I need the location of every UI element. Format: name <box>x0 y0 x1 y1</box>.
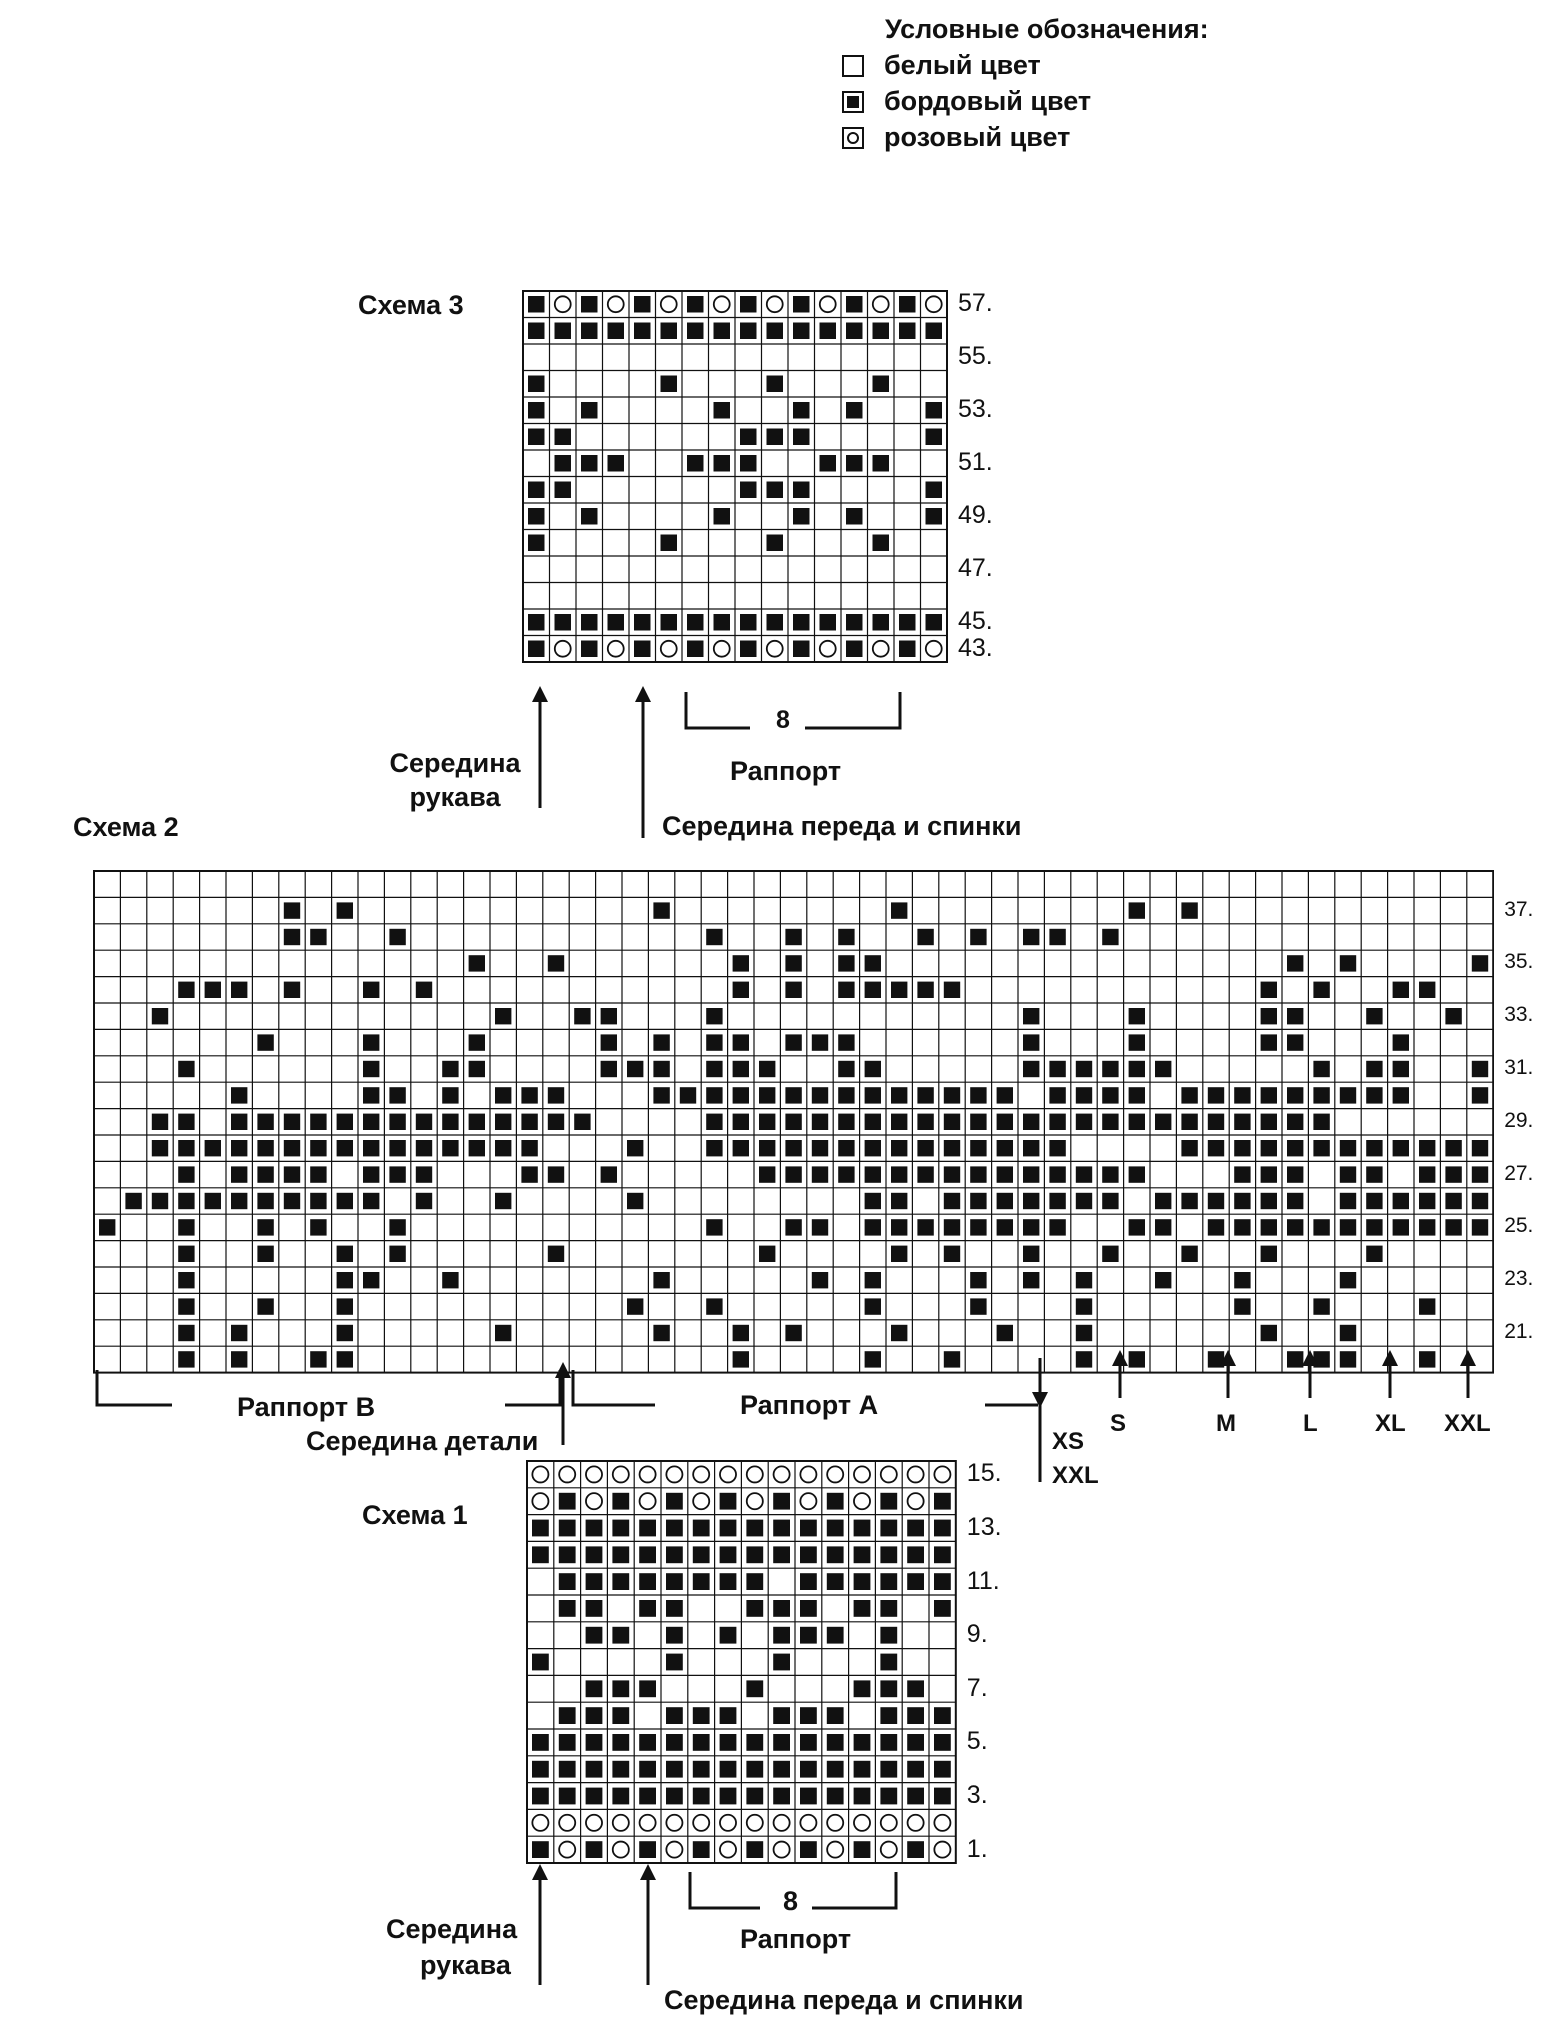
scheme1-burgundy-stitch <box>907 1546 924 1563</box>
scheme3-row-number: 49. <box>958 501 993 530</box>
legend-label-burgundy: бордовый цвет <box>884 86 1092 116</box>
scheme1-burgundy-stitch <box>746 1841 763 1858</box>
scheme1-burgundy-stitch <box>532 1734 549 1751</box>
scheme1-svg <box>526 1460 957 1864</box>
scheme1-burgundy-stitch <box>666 1627 683 1644</box>
scheme1-burgundy-stitch <box>559 1520 576 1537</box>
scheme1-burgundy-stitch <box>720 1520 737 1537</box>
scheme1-burgundy-stitch <box>559 1600 576 1617</box>
scheme1-burgundy-stitch <box>720 1546 737 1563</box>
scheme1-burgundy-stitch <box>773 1546 790 1563</box>
scheme1-burgundy-stitch <box>720 1761 737 1778</box>
scheme1-burgundy-stitch <box>827 1546 844 1563</box>
scheme1-burgundy-stitch <box>639 1573 656 1590</box>
scheme1-burgundy-stitch <box>907 1841 924 1858</box>
scheme1-burgundy-stitch <box>854 1788 871 1805</box>
scheme1-burgundy-stitch <box>800 1546 817 1563</box>
scheme1-burgundy-stitch <box>907 1734 924 1751</box>
scheme3-repeat-label: Раппорт <box>730 756 842 786</box>
scheme1-burgundy-stitch <box>773 1788 790 1805</box>
scheme2-row-number: 25. <box>1504 1214 1534 1238</box>
scheme3-row-number: 55. <box>958 342 993 371</box>
scheme1-burgundy-stitch <box>612 1707 629 1724</box>
scheme1-burgundy-stitch <box>746 1788 763 1805</box>
scheme1-burgundy-stitch <box>666 1761 683 1778</box>
scheme1-repeat-bracket-left <box>690 1872 760 1908</box>
scheme1-burgundy-stitch <box>693 1841 710 1858</box>
scheme3-front-back-center: Середина переда и спинки <box>662 811 1022 841</box>
scheme1-burgundy-stitch <box>559 1734 576 1751</box>
scheme1-burgundy-stitch <box>773 1493 790 1510</box>
scheme1-burgundy-stitch <box>854 1841 871 1858</box>
scheme1-burgundy-stitch <box>720 1627 737 1644</box>
scheme1-burgundy-stitch <box>907 1680 924 1697</box>
scheme1-burgundy-stitch <box>934 1546 951 1563</box>
scheme1-burgundy-stitch <box>746 1761 763 1778</box>
scheme1-grid <box>526 1459 1002 1864</box>
scheme1-burgundy-stitch <box>934 1707 951 1724</box>
scheme1-burgundy-stitch <box>880 1680 897 1697</box>
size-m: M <box>1216 1410 1236 1437</box>
scheme3-repeat-bracket-right <box>805 692 900 728</box>
scheme1-burgundy-stitch <box>800 1520 817 1537</box>
scheme1-burgundy-stitch <box>800 1600 817 1617</box>
scheme3-annotations <box>540 692 900 838</box>
size-xl: XL <box>1375 1410 1406 1437</box>
scheme1-burgundy-stitch <box>907 1573 924 1590</box>
arrow-head-icon <box>1112 1350 1128 1366</box>
scheme1-burgundy-stitch <box>586 1680 603 1697</box>
scheme1-burgundy-stitch <box>612 1734 629 1751</box>
scheme1-burgundy-stitch <box>934 1493 951 1510</box>
scheme1-burgundy-stitch <box>666 1573 683 1590</box>
arrow-head-icon <box>1220 1350 1236 1366</box>
scheme1-burgundy-stitch <box>854 1761 871 1778</box>
scheme3-row-number: 47. <box>958 554 993 583</box>
scheme1-row-number: 1. <box>966 1834 988 1863</box>
scheme1-burgundy-stitch <box>880 1707 897 1724</box>
scheme1-burgundy-stitch <box>639 1520 656 1537</box>
size-xxl-a: XXL <box>1052 1462 1099 1489</box>
scheme1-burgundy-stitch <box>800 1573 817 1590</box>
scheme1-front-back-center: Середина переда и спинки <box>664 1985 1024 2015</box>
scheme1-burgundy-stitch <box>773 1627 790 1644</box>
scheme1-burgundy-stitch <box>693 1761 710 1778</box>
scheme1-burgundy-stitch <box>880 1573 897 1590</box>
legend-label-pink: розовый цвет <box>884 122 1071 152</box>
scheme1-burgundy-stitch <box>693 1788 710 1805</box>
scheme2-row-number: 29. <box>1504 1108 1534 1132</box>
scheme1-burgundy-stitch <box>612 1493 629 1510</box>
scheme1-burgundy-stitch <box>746 1573 763 1590</box>
scheme3-repeat-count: 8 <box>776 706 790 734</box>
scheme1-burgundy-stitch <box>880 1654 897 1671</box>
scheme1-burgundy-stitch <box>693 1520 710 1537</box>
scheme1-burgundy-stitch <box>773 1734 790 1751</box>
scheme1-repeat-count: 8 <box>783 1886 799 1916</box>
scheme1-burgundy-stitch <box>586 1707 603 1724</box>
scheme1-burgundy-stitch <box>559 1761 576 1778</box>
scheme1-burgundy-stitch <box>666 1654 683 1671</box>
scheme1-burgundy-stitch <box>827 1520 844 1537</box>
scheme2-row-number: 37. <box>1504 897 1534 921</box>
scheme1-burgundy-stitch <box>907 1520 924 1537</box>
scheme3-row-number: 51. <box>958 448 993 477</box>
arrow-head-icon <box>1382 1350 1398 1366</box>
scheme1-burgundy-stitch <box>612 1546 629 1563</box>
scheme1-burgundy-stitch <box>934 1520 951 1537</box>
scheme1-burgundy-stitch <box>746 1734 763 1751</box>
scheme1-burgundy-stitch <box>854 1734 871 1751</box>
scheme1-burgundy-stitch <box>559 1788 576 1805</box>
scheme3-row-number: 43. <box>958 633 993 662</box>
scheme1-burgundy-stitch <box>880 1600 897 1617</box>
scheme2-row-number: 21. <box>1504 1320 1534 1343</box>
arrow-head-icon <box>532 1864 548 1880</box>
scheme1-burgundy-stitch <box>854 1573 871 1590</box>
scheme1-burgundy-stitch <box>720 1707 737 1724</box>
scheme1-burgundy-stitch <box>720 1493 737 1510</box>
scheme3-row-number: 45. <box>958 607 993 636</box>
scheme1-burgundy-stitch <box>773 1654 790 1671</box>
scheme1-burgundy-stitch <box>907 1707 924 1724</box>
scheme1-burgundy-stitch <box>934 1600 951 1617</box>
scheme1-burgundy-stitch <box>720 1573 737 1590</box>
scheme1-burgundy-stitch <box>773 1707 790 1724</box>
scheme1-burgundy-stitch <box>612 1761 629 1778</box>
scheme1-burgundy-stitch <box>827 1788 844 1805</box>
scheme2-row-number: 27. <box>1504 1161 1534 1185</box>
scheme1-title: Схема 1 <box>362 1500 468 1530</box>
scheme1-burgundy-stitch <box>800 1707 817 1724</box>
scheme1-burgundy-stitch <box>532 1520 549 1537</box>
scheme1-burgundy-stitch <box>639 1841 656 1858</box>
scheme1-burgundy-stitch <box>693 1707 710 1724</box>
arrow-head-icon <box>532 686 548 702</box>
scheme1-burgundy-stitch <box>693 1734 710 1751</box>
scheme1-burgundy-stitch <box>934 1573 951 1590</box>
scheme1-burgundy-stitch <box>639 1600 656 1617</box>
scheme1-burgundy-stitch <box>934 1761 951 1778</box>
scheme1-burgundy-stitch <box>532 1788 549 1805</box>
scheme1-burgundy-stitch <box>800 1788 817 1805</box>
size-l: L <box>1303 1410 1318 1437</box>
scheme1-burgundy-stitch <box>907 1761 924 1778</box>
scheme1-burgundy-stitch <box>666 1520 683 1537</box>
repeat-a-bracket-left <box>573 1370 655 1405</box>
scheme1-burgundy-stitch <box>934 1788 951 1805</box>
arrow-head-icon <box>1302 1350 1318 1366</box>
scheme1-row-number: 15. <box>966 1459 1002 1488</box>
scheme1-burgundy-stitch <box>586 1761 603 1778</box>
scheme1-burgundy-stitch <box>773 1761 790 1778</box>
scheme1-burgundy-stitch <box>880 1520 897 1537</box>
legend-label-white: белый цвет <box>884 50 1041 80</box>
scheme2-repeat-a: Раппорт A <box>740 1390 879 1420</box>
legend-title: Условные обозначения: <box>885 14 1209 44</box>
scheme1-burgundy-stitch <box>559 1573 576 1590</box>
scheme1-burgundy-stitch <box>827 1493 844 1510</box>
scheme1-burgundy-stitch <box>880 1627 897 1644</box>
scheme1-burgundy-stitch <box>639 1680 656 1697</box>
scheme1-burgundy-stitch <box>880 1734 897 1751</box>
scheme1-burgundy-stitch <box>666 1546 683 1563</box>
scheme1-burgundy-stitch <box>827 1734 844 1751</box>
scheme3-sleeve-center-text: Середина рукава <box>389 748 521 812</box>
scheme1-sleeve-center-line1: Середина <box>386 1914 518 1944</box>
scheme1-burgundy-stitch <box>586 1600 603 1617</box>
scheme3-repeat-bracket-left <box>686 692 750 728</box>
scheme3-row-number: 57. <box>958 289 993 318</box>
size-s: S <box>1110 1410 1127 1437</box>
scheme1-burgundy-stitch <box>773 1520 790 1537</box>
scheme1-burgundy-stitch <box>586 1573 603 1590</box>
scheme1-burgundy-stitch <box>586 1546 603 1563</box>
scheme1-burgundy-stitch <box>666 1707 683 1724</box>
scheme1-sleeve-center-line2: рукава <box>420 1950 511 1980</box>
scheme1-burgundy-stitch <box>854 1546 871 1563</box>
scheme1-burgundy-stitch <box>532 1654 549 1671</box>
scheme1-burgundy-stitch <box>639 1788 656 1805</box>
arrow-head-icon <box>555 1362 571 1378</box>
scheme1-burgundy-stitch <box>586 1627 603 1644</box>
arrow-head-icon <box>1460 1350 1476 1366</box>
scheme1-burgundy-stitch <box>559 1546 576 1563</box>
scheme1-burgundy-stitch <box>854 1520 871 1537</box>
scheme2-row-number: 35. <box>1504 950 1534 974</box>
scheme1-burgundy-stitch <box>586 1841 603 1858</box>
scheme1-burgundy-stitch <box>612 1573 629 1590</box>
scheme1-burgundy-stitch <box>827 1707 844 1724</box>
scheme1-burgundy-stitch <box>586 1520 603 1537</box>
scheme2-detail-center: Середина детали <box>306 1426 539 1456</box>
scheme2-title: Схема 2 <box>73 812 179 842</box>
scheme1-burgundy-stitch <box>639 1546 656 1563</box>
scheme1-burgundy-stitch <box>559 1707 576 1724</box>
scheme1-burgundy-stitch <box>639 1761 656 1778</box>
scheme1-burgundy-stitch <box>586 1734 603 1751</box>
scheme2-row-number: 31. <box>1504 1056 1534 1079</box>
size-xxl-b: XXL <box>1444 1410 1491 1437</box>
scheme1-burgundy-stitch <box>880 1788 897 1805</box>
scheme1-burgundy-stitch <box>800 1841 817 1858</box>
scheme1-burgundy-stitch <box>720 1734 737 1751</box>
scheme1-row-number: 9. <box>966 1620 988 1649</box>
scheme3-title: Схема 3 <box>358 290 464 320</box>
scheme1-burgundy-stitch <box>827 1761 844 1778</box>
scheme2-row-number: 23. <box>1504 1267 1534 1291</box>
scheme1-burgundy-stitch <box>880 1761 897 1778</box>
repeat-b-bracket-right <box>505 1370 560 1405</box>
scheme1-burgundy-stitch <box>827 1573 844 1590</box>
scheme1-row-number: 11. <box>966 1566 1000 1595</box>
scheme1-burgundy-stitch <box>800 1734 817 1751</box>
scheme1-burgundy-stitch <box>746 1546 763 1563</box>
scheme2-repeat-b: Раппорт B <box>237 1392 376 1422</box>
repeat-b-bracket-left <box>97 1370 172 1405</box>
scheme1-burgundy-stitch <box>746 1600 763 1617</box>
scheme1-burgundy-stitch <box>827 1627 844 1644</box>
scheme1-row-number: 7. <box>966 1673 988 1702</box>
scheme1-burgundy-stitch <box>612 1520 629 1537</box>
scheme3-row-number: 53. <box>958 395 993 424</box>
scheme1-burgundy-stitch <box>773 1600 790 1617</box>
scheme1-burgundy-stitch <box>800 1627 817 1644</box>
scheme1-row-number: 5. <box>966 1727 988 1756</box>
scheme1-burgundy-stitch <box>559 1493 576 1510</box>
scheme1-burgundy-stitch <box>907 1788 924 1805</box>
scheme1-burgundy-stitch <box>880 1493 897 1510</box>
scheme1-burgundy-stitch <box>666 1788 683 1805</box>
arrow-head-icon <box>640 1864 656 1880</box>
scheme1-burgundy-stitch <box>532 1546 549 1563</box>
size-xs: XS <box>1052 1428 1085 1455</box>
scheme1-repeat-label: Раппорт <box>740 1924 852 1954</box>
scheme2-row-number: 33. <box>1504 1003 1534 1027</box>
scheme1-burgundy-stitch <box>880 1546 897 1563</box>
scheme1-burgundy-stitch <box>639 1734 656 1751</box>
scheme1-burgundy-stitch <box>612 1680 629 1697</box>
scheme1-burgundy-stitch <box>612 1788 629 1805</box>
scheme1-row-number: 13. <box>966 1513 1002 1541</box>
scheme1-burgundy-stitch <box>693 1573 710 1590</box>
scheme1-burgundy-stitch <box>532 1841 549 1858</box>
scheme1-burgundy-stitch <box>666 1734 683 1751</box>
scheme1-burgundy-stitch <box>746 1680 763 1697</box>
scheme1-repeat-bracket-right <box>812 1872 896 1908</box>
scheme1-burgundy-stitch <box>854 1600 871 1617</box>
scheme1-burgundy-stitch <box>666 1600 683 1617</box>
scheme1-burgundy-stitch <box>854 1680 871 1697</box>
scheme1-burgundy-stitch <box>720 1788 737 1805</box>
scheme1-burgundy-stitch <box>746 1520 763 1537</box>
scheme1-burgundy-stitch <box>532 1761 549 1778</box>
scheme1-burgundy-stitch <box>800 1761 817 1778</box>
scheme1-burgundy-stitch <box>693 1546 710 1563</box>
scheme1-burgundy-stitch <box>586 1788 603 1805</box>
arrow-head-icon <box>635 686 651 702</box>
scheme1-burgundy-stitch <box>666 1493 683 1510</box>
scheme1-row-number: 3. <box>966 1781 988 1809</box>
scheme1-burgundy-stitch <box>612 1627 629 1644</box>
scheme1-burgundy-stitch <box>934 1734 951 1751</box>
